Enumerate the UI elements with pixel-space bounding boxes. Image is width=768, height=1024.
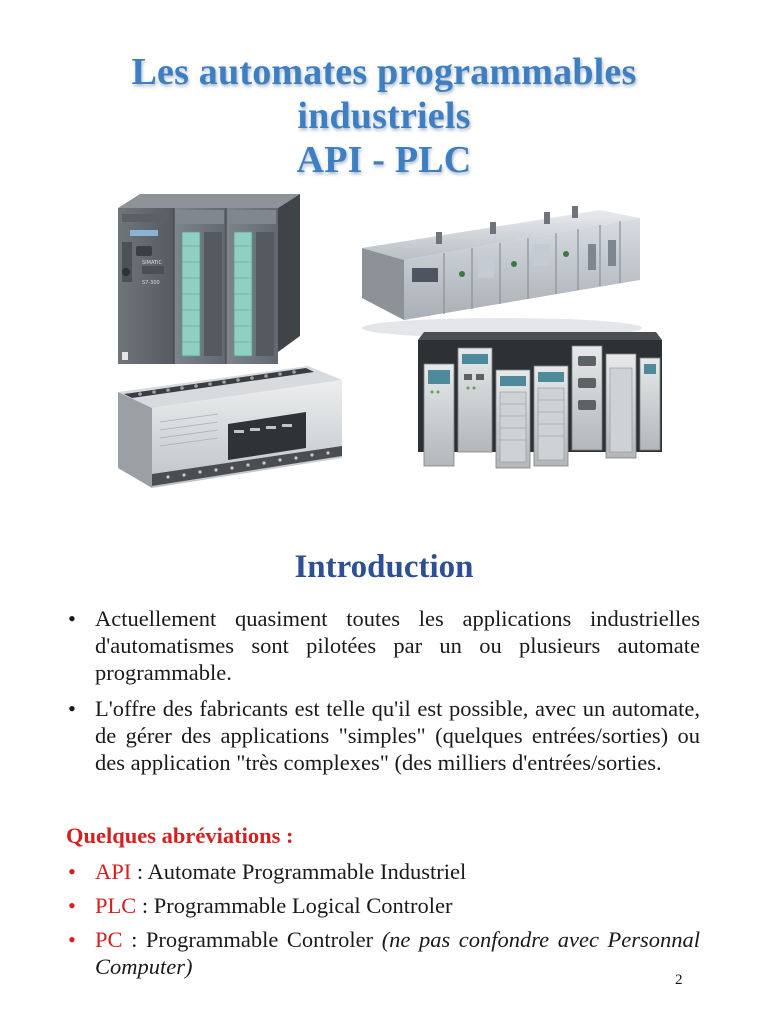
siemens-label-model: S7-300	[142, 280, 160, 286]
abbreviation-item	[66, 926, 700, 980]
bullet-icon: •	[68, 927, 76, 952]
title-line-2: industriels	[297, 95, 471, 137]
page-title	[0, 50, 768, 182]
title-line-3: API - PLC	[296, 139, 472, 181]
introduction-list	[66, 605, 700, 785]
title-line-1: Les automates programmables	[131, 51, 637, 93]
abbreviation-term: PLC	[95, 893, 137, 918]
compact-plc-image	[110, 356, 348, 496]
abbreviation-term: PC	[95, 927, 123, 952]
abbreviation-definition: Programmable Controler	[145, 927, 382, 952]
list-item-text: Actuellement quasiment toutes les applications industrielles d'automatismes sont pilotées par un ou plusieurs automate programmable.	[95, 606, 700, 685]
siemens-label-simatic: SIMATIC	[142, 260, 163, 266]
list-item	[66, 695, 700, 776]
list-item	[66, 605, 700, 686]
bullet-icon: •	[68, 696, 76, 721]
allen-bradley-plc-image	[352, 188, 644, 340]
abbreviation-definition: Automate Programmable Industriel	[147, 859, 467, 884]
list-item-text: L'offre des fabricants est telle qu'il est possible, avec un automate, de gérer des applications "simples" (quelques entrées/sorties) ou des application "très complexes" (des milliers d'entrées/sorties.	[95, 696, 700, 775]
bullet-icon: •	[68, 606, 76, 631]
modicon-plc-image	[412, 326, 666, 472]
siemens-plc-image	[110, 186, 310, 368]
introduction-heading: Introduction	[294, 549, 474, 585]
abbreviation-item	[66, 858, 700, 885]
abbreviation-note: (ne pas confondre avec Personnal Computer)	[95, 927, 700, 979]
abbreviation-term: API	[95, 859, 132, 884]
page-number: 2	[675, 972, 683, 988]
abbreviations-heading: Quelques abréviations :	[66, 823, 294, 848]
abbreviation-separator: :	[131, 859, 148, 884]
abbreviations-list	[66, 858, 700, 987]
abbreviation-separator: :	[122, 927, 146, 952]
abbreviation-separator: :	[136, 893, 154, 918]
bullet-icon: •	[68, 893, 76, 918]
abbreviation-item	[66, 892, 700, 919]
bullet-icon: •	[68, 859, 76, 884]
abbreviation-definition: Programmable Logical Controler	[153, 893, 453, 918]
